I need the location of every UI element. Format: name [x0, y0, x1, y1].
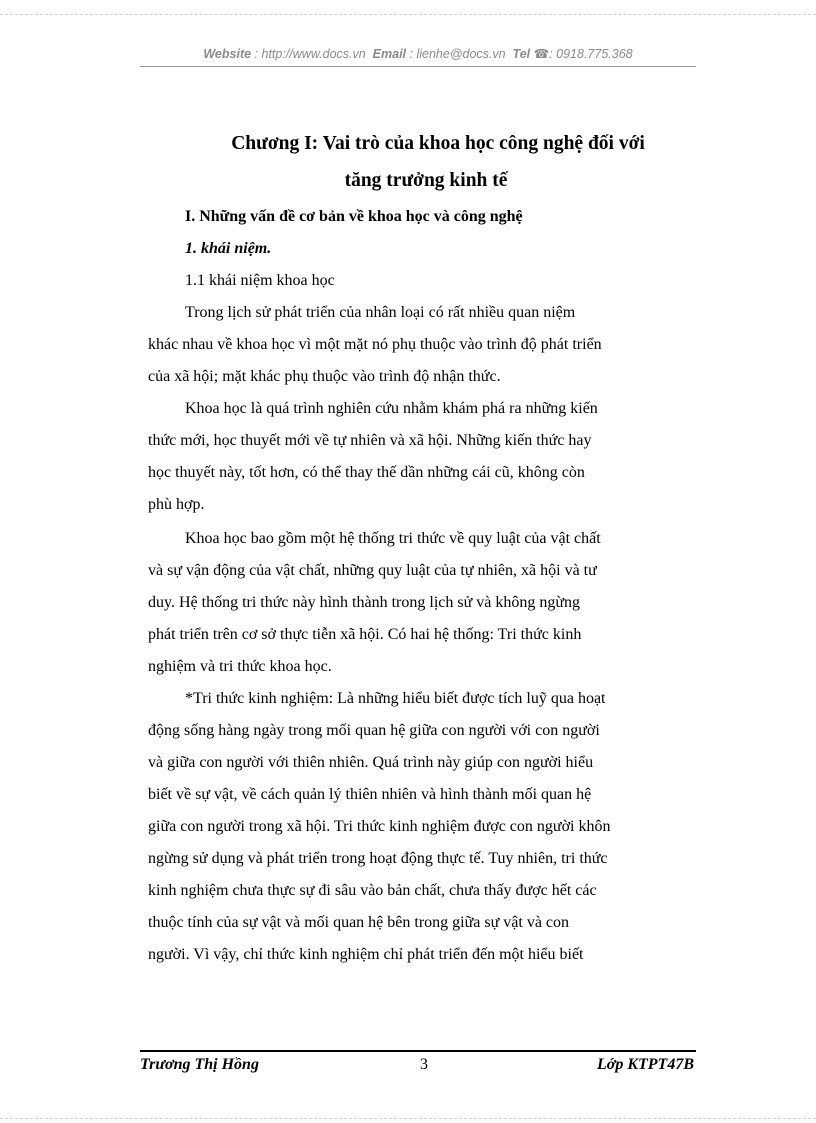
body-line: của xã hội; mặt khác phụ thuộc vào trình độ nhận thức.	[148, 368, 501, 385]
body-line: động sống hàng ngày trong mối quan hệ giữa con người với con người	[148, 722, 600, 739]
email-value: : lienhe@docs.vn	[409, 47, 506, 61]
footer-author: Trương Thị Hồng	[140, 1056, 259, 1073]
body-line: thức mới, học thuyết mới về tự nhiên và xã hội. Những kiến thức hay	[148, 432, 592, 449]
tel-label: Tel	[512, 47, 531, 61]
website-label: Website	[203, 47, 252, 61]
chapter-title-line-1: Chương I: Vai trò của khoa học công nghệ đối với	[231, 133, 645, 154]
body-line: thuộc tính của sự vật và mối quan hệ bên trong giữa sự vật và con	[148, 914, 570, 931]
body-line: Trong lịch sử phát triển của nhân loại có rất nhiều quan niệm	[185, 304, 576, 321]
body-line: và sự vận động của vật chất, những quy luật của tự nhiên, xã hội và tư	[148, 562, 597, 579]
email-label: Email	[372, 47, 407, 61]
chapter-title-line-2: tăng trưởng kinh tế	[344, 170, 508, 191]
body-line: giữa con người trong xã hội. Tri thức kinh nghiệm được con người khôn	[148, 818, 611, 835]
body-line: kinh nghiệm chưa thực sự đi sâu vào bản chất, chưa thấy được hết các	[148, 882, 597, 899]
body-line: và giữa con người với thiên nhiên. Quá trình này giúp con người hiểu	[148, 754, 594, 771]
tel-value: ☎: 0918.775.368	[533, 47, 633, 61]
body-line: phù hợp.	[148, 496, 205, 513]
body-line: biết về sự vật, về cách quản lý thiên nhiên và hình thành mối quan hệ	[148, 786, 592, 803]
page-number: 3	[420, 1056, 428, 1073]
section-heading: I. Những vấn đề cơ bản về khoa học và công nghệ	[185, 208, 523, 225]
body-line: học thuyết này, tốt hơn, có thể thay thế dần những cái cũ, không còn	[148, 464, 585, 481]
body-line: phát triển trên cơ sở thực tiễn xã hội. Có hai hệ thống: Tri thức kinh	[148, 626, 582, 643]
subsection-heading: 1. khái niệm.	[185, 240, 272, 257]
page-header	[140, 46, 696, 61]
sub-subsection-heading: 1.1 khái niệm khoa học	[185, 272, 335, 289]
page-bottom-edge	[0, 1118, 816, 1119]
body-line: khác nhau về khoa học vì một mặt nó phụ thuộc vào trình độ phát triển	[148, 336, 602, 353]
page-top-edge	[0, 14, 816, 15]
body-line: người. Vì vậy, chỉ thức kinh nghiệm chỉ phát triển đến một hiểu biết	[148, 946, 584, 963]
body-line: nghiệm và tri thức khoa học.	[148, 658, 332, 675]
body-line: duy. Hệ thống tri thức này hình thành trong lịch sử và không ngừng	[148, 594, 581, 611]
body-line: Khoa học là quá trình nghiên cứu nhằm khám phá ra những kiến	[185, 400, 598, 417]
header-rule	[140, 66, 696, 67]
website-value: : http://www.docs.vn	[254, 47, 366, 61]
footer-class: Lớp KTPT47B	[596, 1056, 694, 1073]
body-line: ngừng sử dụng và phát triển trong hoạt động thực tế. Tuy nhiên, tri thức	[148, 850, 608, 867]
body-line: Khoa học bao gồm một hệ thống tri thức về quy luật của vật chất	[185, 530, 601, 547]
body-line: *Tri thức kinh nghiệm: Là những hiểu biết được tích luỹ qua hoạt	[185, 690, 606, 707]
footer-rule	[140, 1050, 696, 1052]
